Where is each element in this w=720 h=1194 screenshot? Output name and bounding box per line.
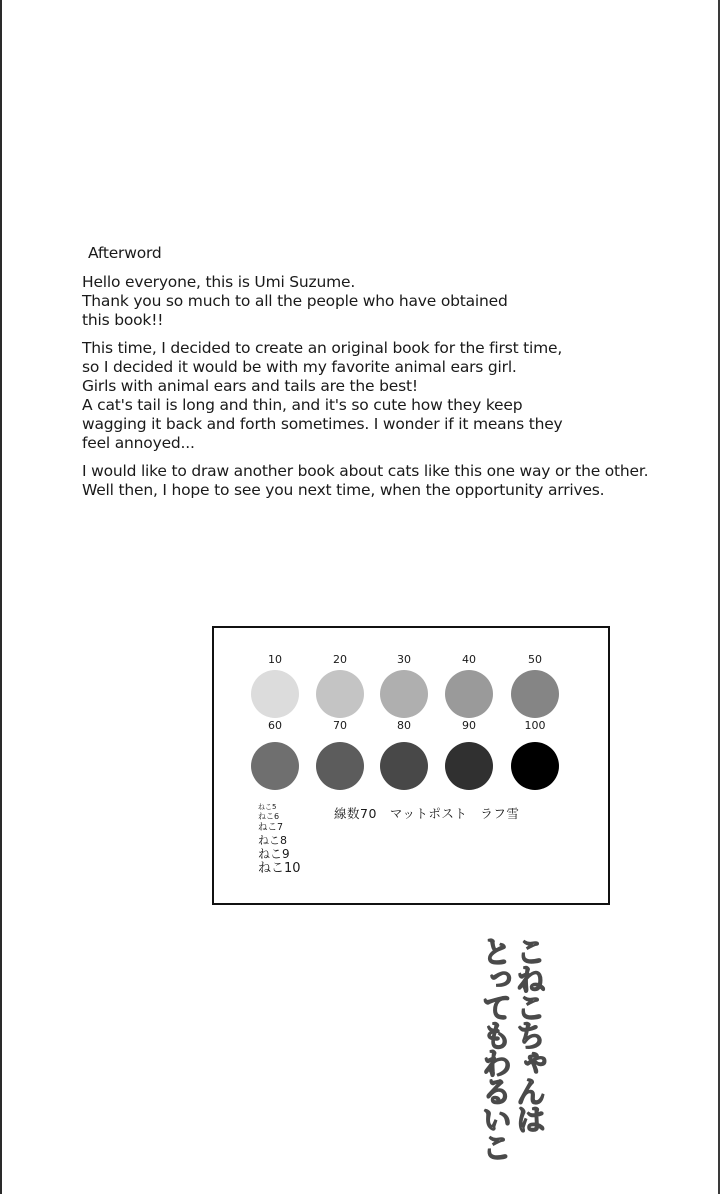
tone-swatch-label: 90 [462,719,476,732]
tone-swatch-circle [316,670,364,718]
neko-size-item: ねこ10 [258,860,301,876]
text-line: feel annoyed... [82,434,195,452]
text-line: Hello everyone, this is Umi Suzume. [82,273,356,291]
tone-swatch-label: 20 [333,653,347,666]
neko-size-list [258,804,301,877]
text-line: This time, I decided to create an original book for the first time, [82,339,563,357]
text-line: I would like to draw another book about cats like this one way or the other. [82,462,649,480]
text-line: Girls with animal ears and tails are the best! [82,377,418,395]
text-line: wagging it back and forth sometimes. I wonder if it means they [82,415,563,433]
text-line: Thank you so much to all the people who have obtained [82,292,508,310]
text-line: this book!! [82,311,164,329]
tone-swatch-label: 70 [333,719,347,732]
tone-swatch-label: 40 [462,653,476,666]
tone-swatch-circle [380,670,428,718]
tone-sample-box [212,626,610,905]
tone-swatch-circle [445,670,493,718]
text-line: A cat's tail is long and thin, and it's so cute how they keep [82,396,523,414]
text-line: so I decided it would be with my favorite animal ears girl. [82,358,517,376]
neko-size-item: ねこ6 [258,812,280,821]
neko-size-item: ねこ5 [258,803,277,811]
vertical-title-line-2: とってもわるいこ [476,936,511,1160]
tone-caption: 線数70 マットポスト ラフ雪 [334,806,520,821]
tone-swatch-circle [445,742,493,790]
afterword-heading: Afterword [88,244,162,262]
tone-swatch-label: 50 [528,653,542,666]
neko-size-item: ねこ9 [258,846,290,861]
tone-swatch-label: 100 [524,719,546,732]
tone-swatch-circle [251,742,299,790]
afterword-paragraph-1 [82,273,642,330]
text-line: Well then, I hope to see you next time, when the opportunity arrives. [82,481,605,499]
tone-swatch-label: 60 [268,719,282,732]
tone-swatch-label: 10 [268,653,282,666]
neko-size-item: ねこ7 [258,822,284,833]
vertical-title-line-1: こねこちゃんは [510,936,545,1132]
tone-swatch-label: 80 [397,719,411,732]
afterword-paragraph-2 [82,339,642,453]
page-edge-left [0,0,2,1194]
tone-swatch-circle [380,742,428,790]
afterword-paragraph-3 [82,462,649,500]
tone-swatch-label: 30 [397,653,411,666]
afterword-text-block [82,244,649,509]
tone-swatch-circle [511,670,559,718]
neko-size-item: ねこ8 [258,833,287,847]
tone-swatch-circle [511,742,559,790]
tone-swatch-circle [316,742,364,790]
vertical-title [452,936,545,1181]
tone-swatch-circle [251,670,299,718]
